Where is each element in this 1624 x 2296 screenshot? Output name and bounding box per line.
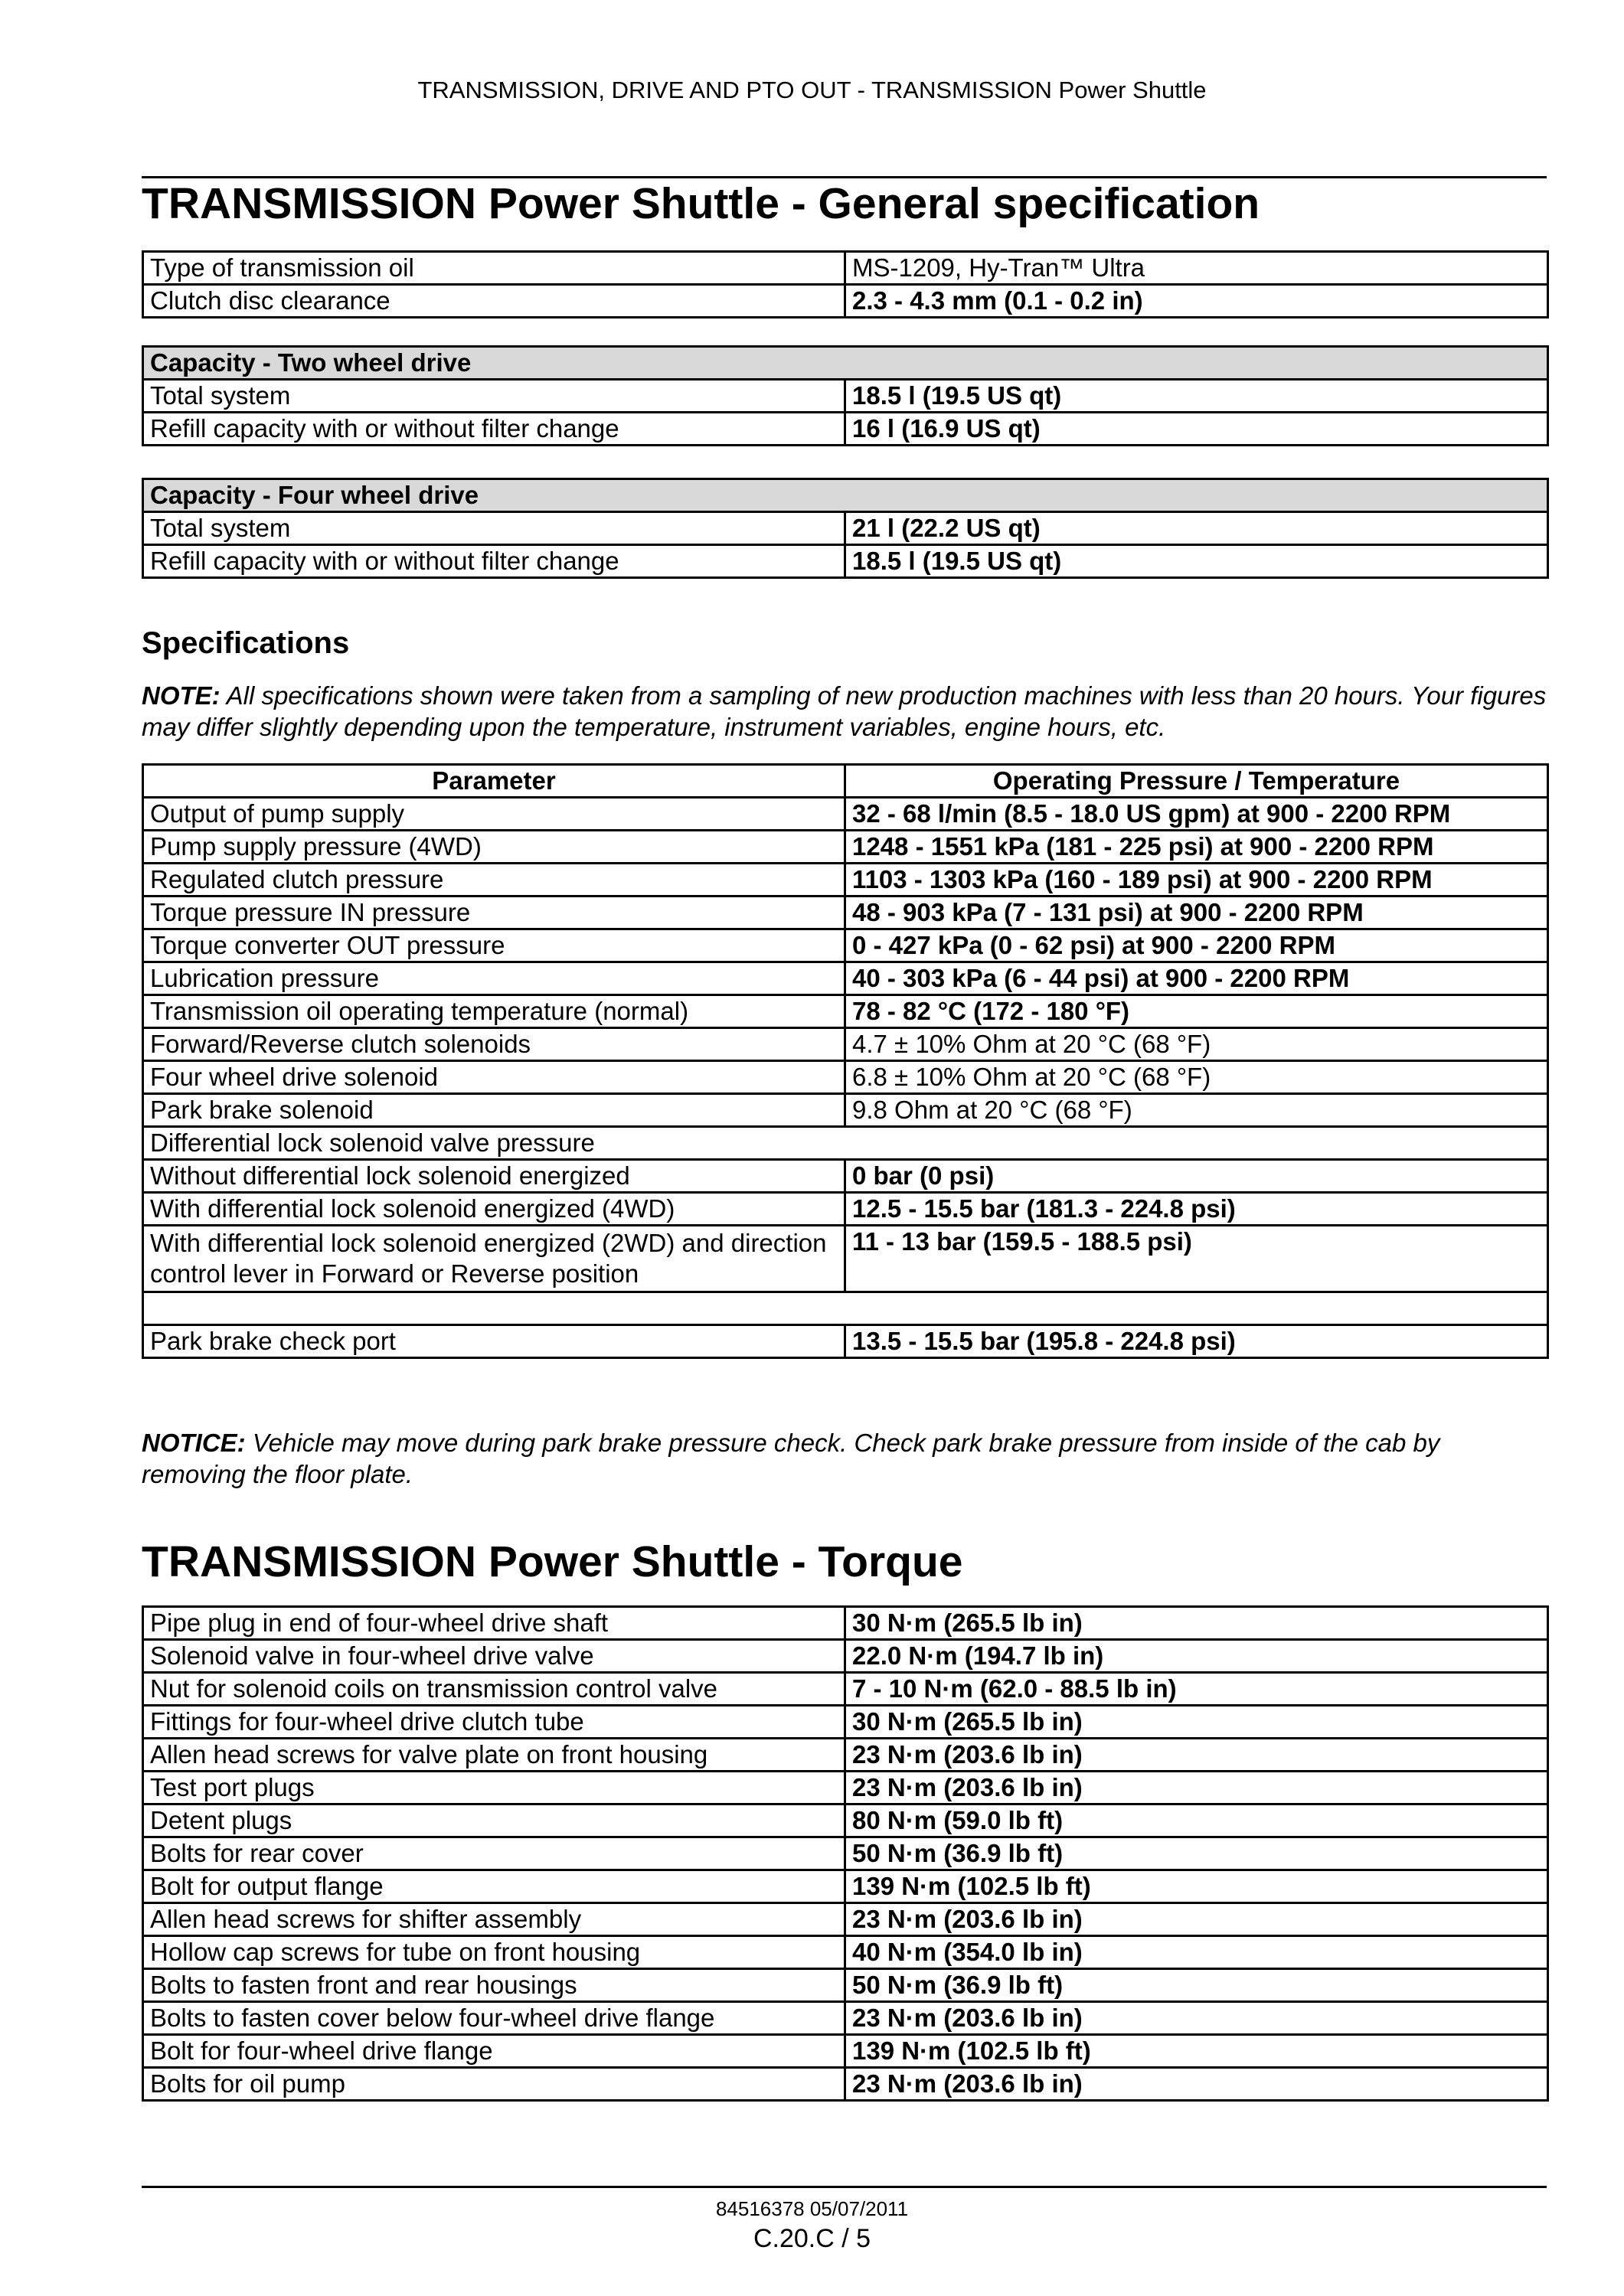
table-row	[143, 897, 1548, 929]
table-row	[143, 1640, 1548, 1673]
table-row	[143, 1739, 1548, 1772]
torque-title: TRANSMISSION Power Shuttle - Torque	[142, 1537, 963, 1586]
row-value: 22.0 N·m (194.7 lb in)	[845, 1640, 1548, 1673]
row-value: 40 - 303 kPa (6 - 44 psi) at 900 - 2200 RPM	[845, 962, 1548, 995]
capacity-4wd-table	[142, 478, 1549, 579]
row-value: 23 N·m (203.6 lb in)	[845, 2002, 1548, 2035]
row-label: Park brake solenoid	[143, 1094, 845, 1127]
row-label: Pump supply pressure (4WD)	[143, 831, 845, 864]
column-header-value: Operating Pressure / Temperature	[845, 765, 1548, 798]
row-value: 21 l (22.2 US qt)	[845, 512, 1548, 545]
specifications-table	[142, 763, 1549, 1359]
blank-cell	[143, 1292, 1548, 1325]
row-value: 23 N·m (203.6 lb in)	[845, 1739, 1548, 1772]
row-value: 30 N·m (265.5 lb in)	[845, 1706, 1548, 1739]
row-value: 18.5 l (19.5 US qt)	[845, 545, 1548, 578]
row-label: Regulated clutch pressure	[143, 864, 845, 897]
specifications-note	[142, 680, 1547, 743]
row-label: Forward/Reverse clutch solenoids	[143, 1028, 845, 1061]
row-label: Solenoid valve in four-wheel drive valve	[143, 1640, 845, 1673]
general-spec-title: TRANSMISSION Power Shuttle - General specification	[142, 179, 1260, 228]
row-label: Total system	[143, 380, 845, 413]
general-spec-table	[142, 250, 1549, 318]
row-label: Nut for solenoid coils on transmission control valve	[143, 1673, 845, 1706]
row-value: 0 bar (0 psi)	[845, 1160, 1548, 1193]
table-row	[143, 929, 1548, 962]
table-row	[143, 1706, 1548, 1739]
row-label: Transmission oil operating temperature (normal)	[143, 995, 845, 1028]
table-row	[143, 1804, 1548, 1837]
table-row	[143, 1160, 1548, 1193]
row-label: Torque pressure IN pressure	[143, 897, 845, 929]
table-row	[143, 1673, 1548, 1706]
row-value: 12.5 - 15.5 bar (181.3 - 224.8 psi)	[845, 1193, 1548, 1226]
row-value: 23 N·m (203.6 lb in)	[845, 1903, 1548, 1936]
specifications-heading: Specifications	[142, 626, 350, 660]
row-value: 139 N·m (102.5 lb ft)	[845, 1870, 1548, 1903]
table-row	[143, 1127, 1548, 1160]
table-row	[143, 1936, 1548, 1969]
table-row	[143, 413, 1548, 446]
row-value: 0 - 427 kPa (0 - 62 psi) at 900 - 2200 RPM	[845, 929, 1548, 962]
capacity-2wd-table	[142, 345, 1549, 446]
diff-lock-header: Differential lock solenoid valve pressure	[143, 1127, 1548, 1160]
row-label: Test port plugs	[143, 1772, 845, 1804]
table-row	[143, 1772, 1548, 1804]
table-row	[143, 1969, 1548, 2002]
table-row	[143, 1607, 1548, 1640]
table-row	[143, 2068, 1548, 2101]
row-value: 50 N·m (36.9 lb ft)	[845, 1969, 1548, 2002]
row-label: Park brake check port	[143, 1325, 845, 1358]
column-header-parameter: Parameter	[143, 765, 845, 798]
row-label: With differential lock solenoid energized (4WD)	[143, 1193, 845, 1226]
row-label: Four wheel drive solenoid	[143, 1061, 845, 1094]
table-row	[143, 2035, 1548, 2068]
row-value: 32 - 68 l/min (8.5 - 18.0 US gpm) at 900 - 2200 RPM	[845, 798, 1548, 831]
row-label: Lubrication pressure	[143, 962, 845, 995]
row-label: Allen head screws for shifter assembly	[143, 1903, 845, 1936]
row-label: Bolts to fasten cover below four-wheel drive flange	[143, 2002, 845, 2035]
torque-table	[142, 1605, 1549, 2102]
capacity-4wd-header: Capacity - Four wheel drive	[143, 479, 1548, 512]
table-header-row	[143, 765, 1548, 798]
page-number: C.20.C / 5	[753, 2224, 871, 2253]
row-label: Bolts to fasten front and rear housings	[143, 1969, 845, 2002]
row-label: Refill capacity with or without filter change	[143, 545, 845, 578]
row-value: 9.8 Ohm at 20 °C (68 °F)	[845, 1094, 1548, 1127]
table-row	[143, 252, 1548, 285]
row-label: Pipe plug in end of four-wheel drive shaft	[143, 1607, 845, 1640]
row-label: With differential lock solenoid energized (2WD) and direction control lever in Forward or Reverse position	[143, 1226, 845, 1292]
row-label: Clutch disc clearance	[143, 285, 845, 318]
table-row	[143, 798, 1548, 831]
table-row	[143, 2002, 1548, 2035]
row-value: 18.5 l (19.5 US qt)	[845, 380, 1548, 413]
table-row-blank	[143, 1292, 1548, 1325]
row-label: Hollow cap screws for tube on front housing	[143, 1936, 845, 1969]
table-header-row	[143, 347, 1548, 380]
row-label: Bolts for rear cover	[143, 1837, 845, 1870]
row-label: Fittings for four-wheel drive clutch tube	[143, 1706, 845, 1739]
table-row	[143, 1903, 1548, 1936]
table-row	[143, 512, 1548, 545]
row-value: 48 - 903 kPa (7 - 131 psi) at 900 - 2200 RPM	[845, 897, 1548, 929]
row-value: 78 - 82 °C (172 - 180 °F)	[845, 995, 1548, 1028]
row-value: 2.3 - 4.3 mm (0.1 - 0.2 in)	[845, 285, 1548, 318]
row-label: Torque converter OUT pressure	[143, 929, 845, 962]
table-row	[143, 962, 1548, 995]
row-value: 23 N·m (203.6 lb in)	[845, 1772, 1548, 1804]
row-label: Bolts for oil pump	[143, 2068, 845, 2101]
row-value: 40 N·m (354.0 lb in)	[845, 1936, 1548, 1969]
notice-label: NOTICE:	[142, 1429, 246, 1457]
row-value: 4.7 ± 10% Ohm at 20 °C (68 °F)	[845, 1028, 1548, 1061]
row-label: Output of pump supply	[143, 798, 845, 831]
row-value: 6.8 ± 10% Ohm at 20 °C (68 °F)	[845, 1061, 1548, 1094]
document-number: 84516378 05/07/2011	[715, 2197, 909, 2220]
row-value: 50 N·m (36.9 lb ft)	[845, 1837, 1548, 1870]
table-row	[143, 1028, 1548, 1061]
row-value: 7 - 10 N·m (62.0 - 88.5 lb in)	[845, 1673, 1548, 1706]
table-row	[143, 864, 1548, 897]
table-row	[143, 1325, 1548, 1358]
row-value: 80 N·m (59.0 lb ft)	[845, 1804, 1548, 1837]
table-row	[143, 1061, 1548, 1094]
table-row	[143, 831, 1548, 864]
table-row	[143, 380, 1548, 413]
row-value: 1248 - 1551 kPa (181 - 225 psi) at 900 - 2200 RPM	[845, 831, 1548, 864]
row-label: Without differential lock solenoid energized	[143, 1160, 845, 1193]
table-row	[143, 1193, 1548, 1226]
notice-text: Vehicle may move during park brake pressure check. Check park brake pressure from inside of the cab by removing the floor plate.	[142, 1429, 1440, 1488]
row-label: Detent plugs	[143, 1804, 845, 1837]
row-label: Refill capacity with or without filter change	[143, 413, 845, 446]
row-value: 16 l (16.9 US qt)	[845, 413, 1548, 446]
table-row	[143, 285, 1548, 318]
row-label: Bolt for output flange	[143, 1870, 845, 1903]
row-value: 139 N·m (102.5 lb ft)	[845, 2035, 1548, 2068]
footer-divider	[142, 2186, 1547, 2188]
row-value: MS-1209, Hy-Tran™ Ultra	[845, 252, 1548, 285]
note-text: All specifications shown were taken from a sampling of new production machines with less than 20 hours. Your figures may differ slightly depending upon the temperature, instrument variables, engine hours, etc.	[142, 681, 1547, 741]
capacity-2wd-header: Capacity - Two wheel drive	[143, 347, 1548, 380]
row-value: 1103 - 1303 kPa (160 - 189 psi) at 900 - 2200 RPM	[845, 864, 1548, 897]
table-row	[143, 545, 1548, 578]
row-label: Total system	[143, 512, 845, 545]
table-row	[143, 1870, 1548, 1903]
general-spec-body	[143, 252, 1548, 318]
note-label: NOTE:	[142, 681, 221, 710]
row-label: Bolt for four-wheel drive flange	[143, 2035, 845, 2068]
notice-text-block	[142, 1427, 1547, 1490]
table-header-row	[143, 479, 1548, 512]
table-row	[143, 1094, 1548, 1127]
table-row	[143, 1837, 1548, 1870]
row-value: 13.5 - 15.5 bar (195.8 - 224.8 psi)	[845, 1325, 1548, 1358]
row-label: Allen head screws for valve plate on front housing	[143, 1739, 845, 1772]
row-label: Type of transmission oil	[143, 252, 845, 285]
row-value: 11 - 13 bar (159.5 - 188.5 psi)	[845, 1226, 1548, 1292]
running-header: TRANSMISSION, DRIVE AND PTO OUT - TRANSMISSION Power Shuttle	[417, 77, 1207, 103]
row-value: 30 N·m (265.5 lb in)	[845, 1607, 1548, 1640]
row-value: 23 N·m (203.6 lb in)	[845, 2068, 1548, 2101]
table-row	[143, 995, 1548, 1028]
table-row	[143, 1226, 1548, 1292]
